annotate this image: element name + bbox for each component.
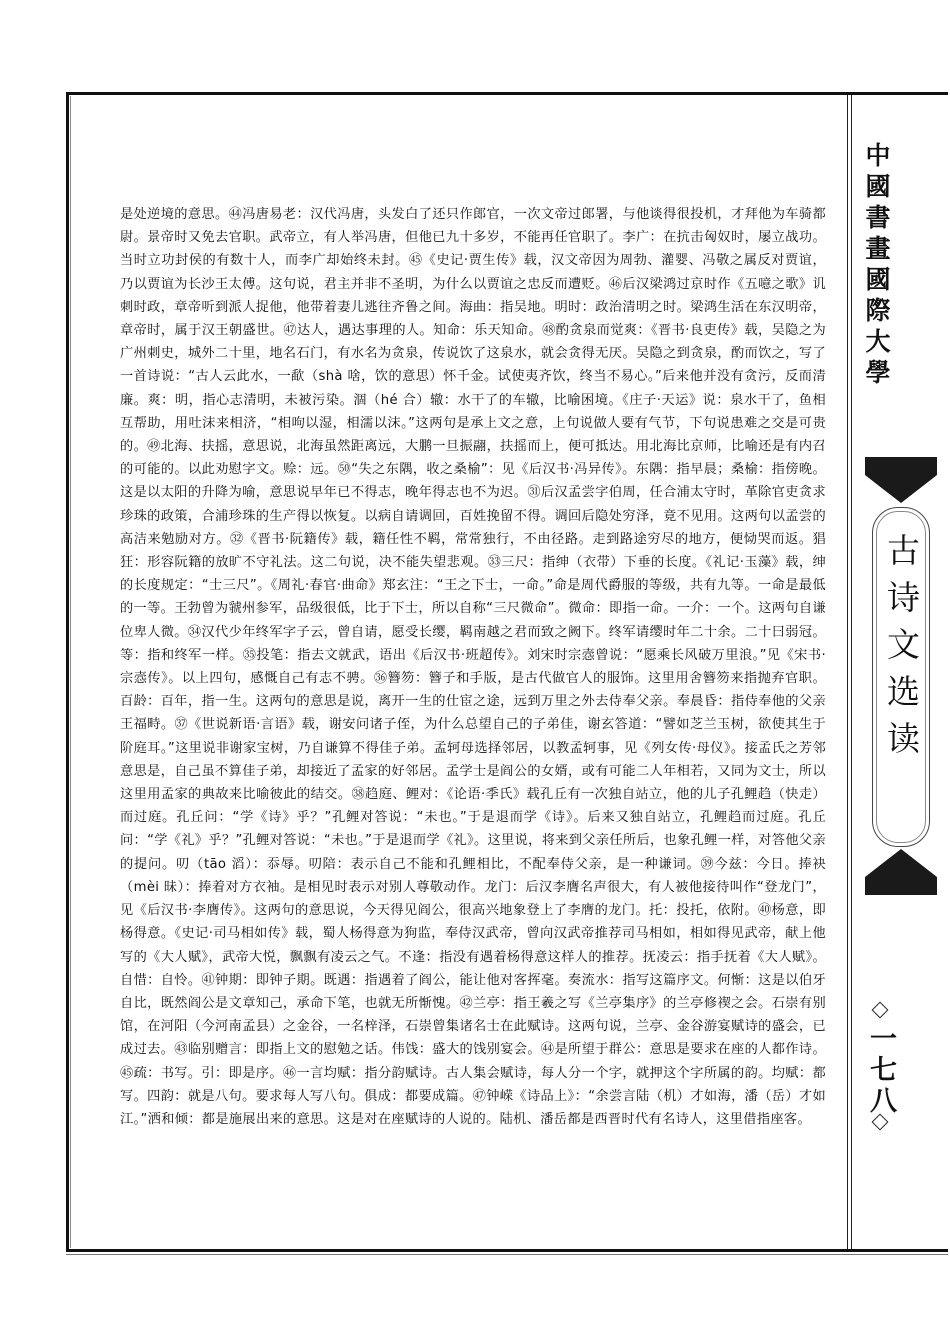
book-title: 古诗文选读 <box>882 533 921 768</box>
cartouche-top-band <box>865 457 937 475</box>
page-frame-bottom-inner-line <box>66 1254 948 1255</box>
annotation-paragraph: 是处逆境的意思。㊹冯唐易老：汉代冯唐，头发白了还只作郎官，一次文帝过郎署，与他谈得很投机，才拜他为车骑都尉。景帝时又免去官职。武帝立，有人举冯唐，但他已九十多岁，不能再任官职了。李广：在抗击匈奴时，屡立战功。当时立功封侯的有数十人，而李广却始终未封。㊺《史记·贾生传》载，汉文帝因为周勃、灌婴、冯敬之属反对贾谊，乃以贾谊为长沙王太傅。这句说，君主并非不圣明，为什么以贾谊之忠反而遭贬。㊻后汉梁鸿过京时作《五噫之歌》讥刺时政，章帝听到派人捉他，他带着妻儿逃往齐鲁之间。海曲：指吴地。明时：政治清明之时。梁鸿生活在东汉明帝，章帝时，属于汉王朝盛世。㊼达人，遇达事理的人。知命：乐天知命。㊽酌贪泉而觉爽：《晋书·良吏传》载，吴隐之为广州刺史，城外二十里，地名石门，有水名为贪泉，传说饮了这泉水，就会贪得无厌。吴隐之到贪泉，酌而饮之，写了一首诗说：“古人云此水，一歃（shà 啥，饮的意思）怀千金。试使夷齐饮，终当不易心。”后来他并没有贪污，反而清廉。爽：明，指心志清明，未被污染。涸（hé 合）辙：水干了的车辙，比喻困境。《庄子·天运》说：泉水干了，鱼相互帮助，用吐沫来相济，“相呴以湿，相濡以沫。”这两句是承上文之意，上句说做人要有气节，下句说患难之交是可贵的。㊾北海、扶摇，意思说，北海虽然距离远，大鹏一旦振翮，扶摇而上，便可抵达。用北海比京师，比喻还是有内召的可能的。以此劝慰字文。赊：远。㊿“失之东隅，收之桑榆”：见《后汉书·冯异传》。东隅：指早晨；桑榆：指傍晚。这是以太阳的升降为喻，意思说早年已不得志，晚年得志也不为迟。㉛后汉孟尝字伯周，任合浦太守时，革除官吏贪求珍珠的政策，合浦珍珠的生产得以恢复。以病自请调回，百姓挽留不得。调回后隐处穷泽，竟不见用。这两句以孟尝的高洁来勉励对方。㉜《晋书·阮籍传》载，籍任性不羁，常常独行，不由径路。走到路途穷尽的地方，便恸哭而返。猖狂：形容阮籍的放旷不守礼法。这二句说，决不能失望悲观。㉝三尺：指绅（衣带）下垂的长度。《礼记·玉藻》载，绅的长度规定：“士三尺”。《周礼·春官·曲命》郑玄注：“王之下士，一命。”命是周代爵服的等级，共有九等。一命是最低的一等。王勃曾为虢州参军，品级很低，比于下士，所以自称“三尺微命”。微命：即指一命。一介：一个。这两句自谦位卑人微。㉞汉代少年终军字子云，曾自请，愿受长缨，羁南越之君而致之阙下。终军请缨时年二十余。二十曰弱冠。等：指和终军一样。㉟投笔：指去文就武，语出《后汉书·班超传》。刘宋时宗悫曾说：“愿乘长风破万里浪。”见《宋书·宗悫传》。以上四句，感慨自己有志不骋。㊱簪笏：簪子和手版，是古代做官人的服饰。这里用舍簪笏来指抛弃官职。百龄：百年，指一生。这两句的意思是说，离开一生的仕宦之途，远到万里之外去侍奉父亲。奉晨昏：指侍奉他的父亲王福畤。㊲《世说新语·言语》载，谢安问诸子侄，为什么总望自己的子弟佳，谢玄答道：“譬如芝兰玉树，欲使其生于阶庭耳。”这里说非谢家宝树，乃自谦算不得佳子弟。孟轲母选择邻居，以教孟轲事，见《列女传·母仪》。接孟氏之芳邻意思是，自己虽不算佳子弟，却接近了孟家的好邻居。孟学士是阎公的女婿，或有可能二人年相若，又同为文士，所以这里用孟家的典故来比喻彼此的结交。㊳趋庭、鲤对：《论语·季氏》载孔丘有一次独自站立，他的儿子孔鲤趋（快走）而过庭。孔丘问：“学《诗》乎？”孔鲤对答说：“未也。”于是退而学《诗》。后来又独自站立，孔鲤趋而过庭。孔丘问：“学《礼》乎？”孔鲤对答说：“未也。”于是退而学《礼》。这里说，将来到父亲任所后，也象孔鲤一样，对答他父亲的提问。叨（tāo 滔）：忝辱。叨陪：表示自己不能和孔鲤相比，不配奉侍父亲，是一种谦词。㊴今兹：今日。捧袂（mèi 昧）：捧着对方衣袖。是相见时表示对别人尊敬动作。龙门：后汉李膺名声很大，有人被他接待叫作“登龙门”，见《后汉书·李膺传》。这两句的意思说，今天得见阎公，很高兴地象登上了李膺的龙门。托：投托，依附。㊵杨意，即杨得意。《史记·司马相如传》载，蜀人杨得意为狗监，奉侍汉武帝，曾向汉武帝推荐司马相如，相如得见武帝，献上他写的《大人赋》，武帝大悦，飘飘有凌云之气。不逢：指没有遇着杨得意这样人的推荐。抚凌云：指手抚着《大人赋》。自惜：自怜。㊶钟期：即钟子期。既遇：指遇着了阎公，能让他对客挥毫。奏流水：指写这篇序文。何惭：这是以伯牙自比，既然阎公是文章知己，承命下笔，也就无所惭愧。㊷兰亭：指王羲之写《兰亭集序》的兰亭修禊之会。石崇有别馆，在河阳（今河南孟县）之金谷，一名梓泽，石崇曾集诸名士在此赋诗。这两句说，兰亭、金谷游宴赋诗的盛会，已成过去。㊸临别赠言：即指上文的慰勉之话。伟饯：盛大的饯别宴会。㊹是所望于群公：意思是要求在座的人都作诗。㊺疏：书写。引：即是序。㊻一言均赋：指分韵赋诗。古人集会赋诗，每人分一个字，就押这个字所属的韵。均赋：都写。四韵：就是八句。要求每人写八句。俱成：都要成篇。㊼钟嵘《诗品上》：“余尝言陆（机）才如海，潘（岳）才如江。”洒和倾：都是施展出来的意思。这是对在座赋诗的人说的。陆机、潘岳都是西晋时代有名诗人，这里借指座客。 <box>120 207 826 1127</box>
page-frame-inner-line <box>70 96 71 1248</box>
cartouche-bottom-notch <box>865 849 937 877</box>
page-number-block <box>862 1000 912 1132</box>
book-title-cartouche <box>860 457 942 895</box>
sidebar-rule <box>847 95 848 1249</box>
diamond-ornament-icon <box>872 1002 889 1019</box>
school-name: 中國書畫國際大學 <box>862 142 891 390</box>
sidebar-rule-inner <box>851 95 852 1249</box>
annotation-body <box>120 203 826 1131</box>
page-frame-left <box>66 92 69 1252</box>
cartouche-top-notch <box>865 475 937 503</box>
cartouche-bottom-band <box>865 877 937 895</box>
page-frame-bottom <box>66 1249 948 1252</box>
page-frame-top <box>66 92 948 95</box>
page-number: 一七八 <box>865 1024 896 1117</box>
